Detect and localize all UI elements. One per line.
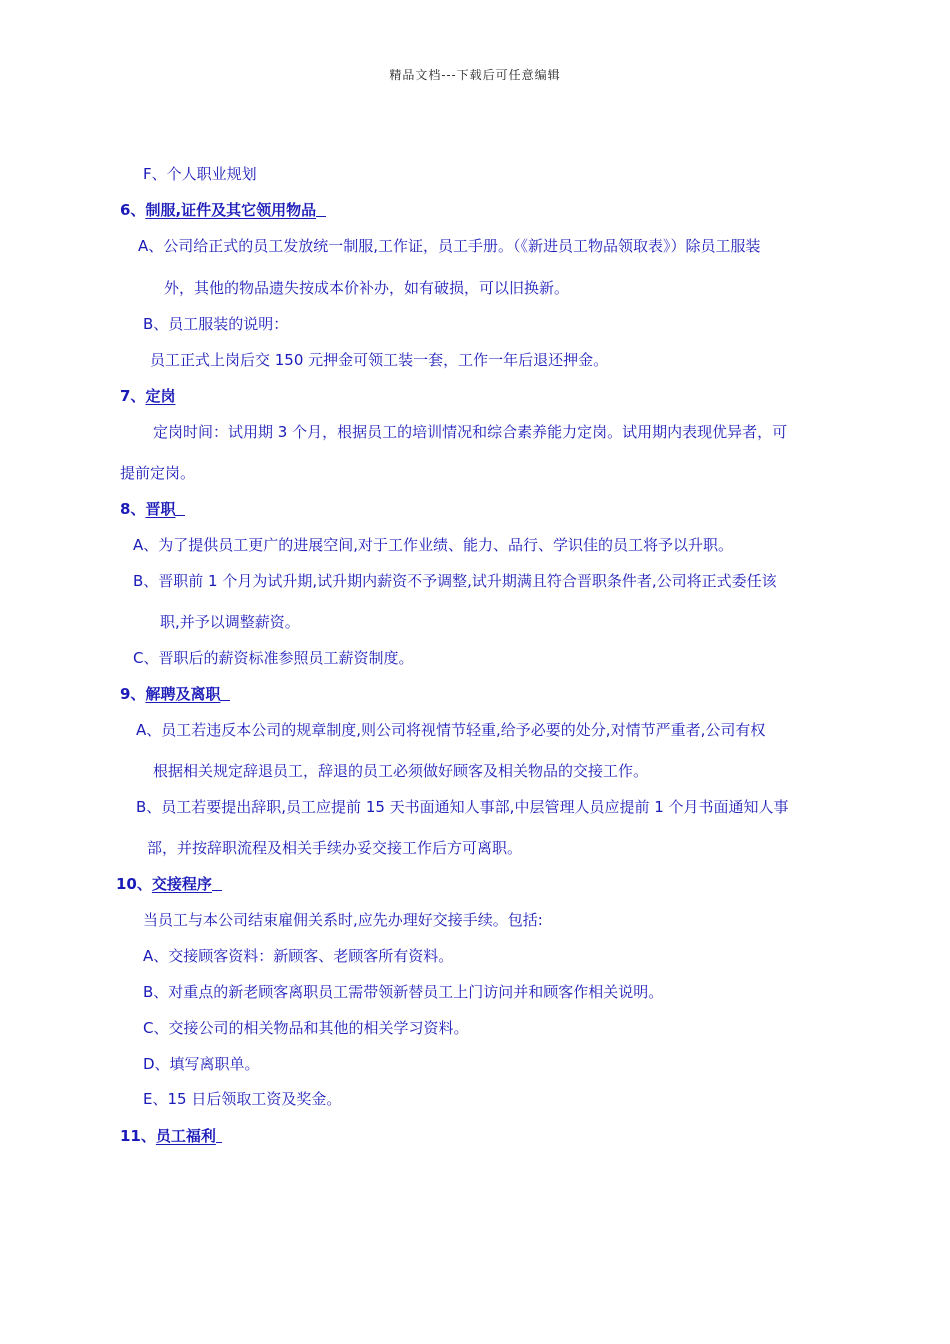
section-9-a-line1: A、员工若违反本公司的规章制度,则公司将视情节轻重,给予必要的处分,对情节严重者,公司有权 bbox=[136, 721, 766, 739]
section-8-c: C、晋职后的薪资标准参照员工薪资制度。 bbox=[133, 649, 414, 667]
section-10-e: E、15 日后领取工资及奖金。 bbox=[143, 1090, 342, 1108]
section-7-title: 定岗 bbox=[145, 387, 176, 405]
section-9-heading bbox=[120, 684, 230, 704]
section-8-b-line2: 职,并予以调整薪资。 bbox=[160, 613, 300, 631]
section-10-b: B、对重点的新老顾客离职员工需带领新替员工上门访问并和顾客作相关说明。 bbox=[143, 983, 664, 1001]
section-8-b-line1: B、晋职前 1 个月为试升期,试升期内薪资不予调整,试升期满且符合晋职条件者,公司将正式委任该 bbox=[133, 572, 777, 590]
section-9-b-line2: 部，并按辞职流程及相关手续办妥交接工作后方可离职。 bbox=[147, 839, 523, 857]
section-11-title: 员工福利 bbox=[155, 1127, 216, 1145]
section-8-number: 8、 bbox=[120, 500, 146, 518]
section-9-title: 解聘及离职 bbox=[145, 685, 221, 703]
section-8-title: 晋职 bbox=[145, 500, 176, 518]
section-10-c: C、交接公司的相关物品和其他的相关学习资料。 bbox=[143, 1019, 469, 1037]
section-7-heading bbox=[120, 386, 175, 406]
page-header: 精品文档---下载后可任意编辑 bbox=[389, 68, 561, 82]
section-11-number: 11、 bbox=[120, 1127, 156, 1145]
section-6-number: 6、 bbox=[120, 201, 146, 219]
section-6-b-text: 员工正式上岗后交 150 元押金可领工装一套，工作一年后退还押金。 bbox=[150, 351, 609, 369]
section-6-a-line1: A、公司给正式的员工发放统一制服,工作证，员工手册。（《新进员工物品领取表》）除员工服装 bbox=[138, 237, 761, 255]
section-11-heading bbox=[120, 1126, 222, 1146]
section-6-heading bbox=[120, 200, 326, 220]
section-7-line2: 提前定岗。 bbox=[120, 464, 196, 482]
section-7-number: 7、 bbox=[120, 387, 146, 405]
section-10-intro: 当员工与本公司结束雇佣关系时,应先办理好交接手续。包括: bbox=[143, 911, 543, 929]
section-8-a: A、为了提供员工更广的进展空间,对于工作业绩、能力、品行、学识佳的员工将予以升职。 bbox=[133, 536, 734, 554]
section-9-b-line1: B、员工若要提出辞职,员工应提前 15 天书面通知人事部,中层管理人员应提前 1 个月书面通知人事 bbox=[136, 798, 789, 816]
item-f: F、个人职业规划 bbox=[143, 165, 257, 183]
section-9-a-line2: 根据相关规定辞退员工，辞退的员工必须做好顾客及相关物品的交接工作。 bbox=[153, 762, 649, 780]
section-9-number: 9、 bbox=[120, 685, 146, 703]
section-10-a: A、交接顾客资料：新顾客、老顾客所有资料。 bbox=[143, 947, 454, 965]
section-7-line1: 定岗时间：试用期 3 个月，根据员工的培训情况和综合素养能力定岗。试用期内表现优异者，可 bbox=[153, 423, 788, 441]
section-6-b-label: B、员工服装的说明： bbox=[143, 315, 289, 333]
section-6-title: 制服,证件及其它领用物品 bbox=[145, 201, 317, 219]
section-10-title: 交接程序 bbox=[151, 875, 212, 893]
section-10-d: D、填写离职单。 bbox=[143, 1055, 260, 1073]
section-10-number: 10、 bbox=[116, 875, 152, 893]
section-6-a-line2: 外，其他的物品遗失按成本价补办，如有破损，可以旧换新。 bbox=[164, 279, 570, 297]
section-8-heading bbox=[120, 499, 185, 519]
section-10-heading bbox=[116, 874, 222, 894]
